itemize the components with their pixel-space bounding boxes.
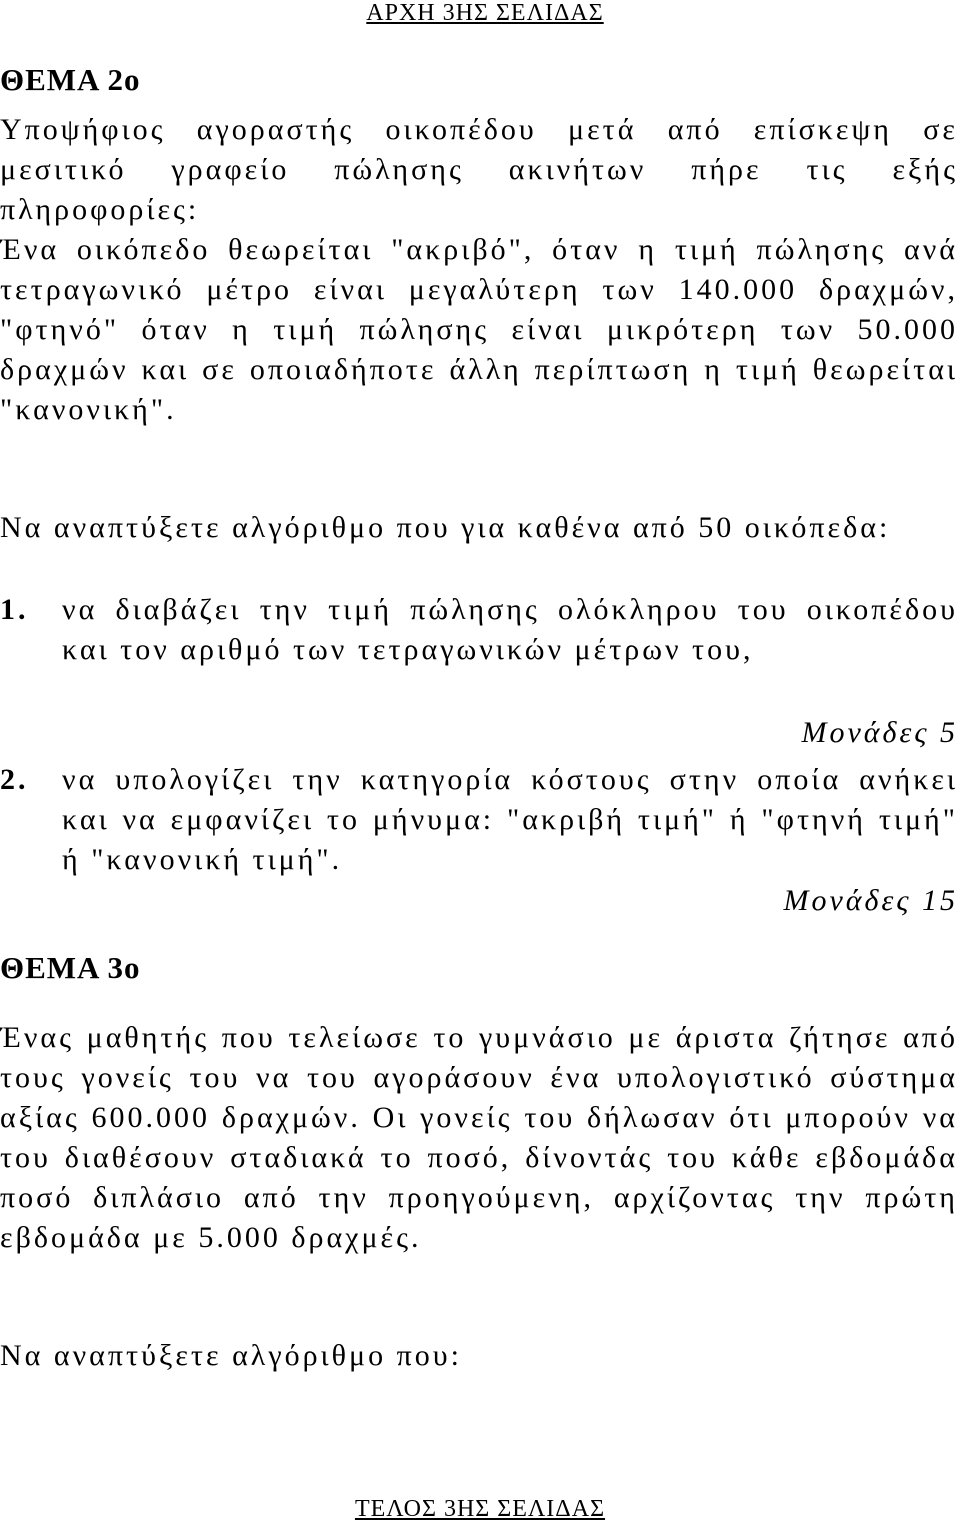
item-number: 1.: [0, 593, 29, 626]
page-footer: ΤΕΛΟΣ 3ΗΣ ΣΕΛΙΔΑΣ: [354, 1496, 606, 1522]
theme2-item-1: [0, 590, 958, 670]
theme2-item-2: [0, 760, 958, 880]
item-text: να υπολογίζει την κατηγορία κόστους στην οποία ανήκει και να εμφανίζει το μήνυμα: "ακριβή τιμή" ή "φτηνή τιμή" ή "κανονική τιμή".: [62, 763, 958, 876]
theme2-rule: Ένα οικόπεδο θεωρείται "ακριβό", όταν η τιμή πώλησης ανά τετραγωνικό μέτρο είναι μεγαλύτερη των 140.000 δραχμών, "φτηνό" όταν η τιμή πώλησης είναι μικρότερη των 50.000 δραχμών και σε οποιαδήποτε άλλη περίπτωση η τιμή θεωρείται "κανονική".: [0, 233, 958, 426]
item-number: 2.: [0, 763, 29, 796]
theme3-body: Ένας μαθητής που τελείωσε το γυμνάσιο με άριστα ζήτησε από τους γονείς του να του αγοράσουν ένα υπολογιστικό σύστημα αξίας 600.000 δραχμών. Οι γονείς του δήλωσαν ότι μπορούν να του διαθέσουν σταδιακά το ποσό, δίνοντάς του κάθε εβδομάδα ποσό διπλάσιο από την προηγούμενη, αρχίζοντας την πρώτη εβδομάδα με 5.000 δραχμές.: [0, 1021, 958, 1254]
theme2-item-2-marks: Μονάδες 15: [783, 884, 958, 917]
theme2-intro: Υποψήφιος αγοραστής οικοπέδου μετά από επίσκεψη σε μεσιτικό γραφείο πώλησης ακινήτων πήρε τις εξής πληροφορίες:: [0, 113, 958, 226]
theme2-item-1-marks: Μονάδες 5: [801, 716, 958, 749]
page-header: ΑΡΧΗ 3ΗΣ ΣΕΛΙΔΑΣ: [366, 0, 604, 26]
item-text: να διαβάζει την τιμή πώλησης ολόκληρου του οικοπέδου και τον αριθμό των τετραγωνικών μέτρων του,: [62, 593, 958, 666]
theme3-title: ΘΕΜΑ 3ο: [0, 950, 141, 985]
theme3-task: Να αναπτύξετε αλγόριθμο που:: [0, 1339, 462, 1372]
theme2-title: ΘΕΜΑ 2ο: [0, 62, 141, 97]
theme2-task: Να αναπτύξετε αλγόριθμο που για καθένα από 50 οικόπεδα:: [0, 511, 891, 544]
